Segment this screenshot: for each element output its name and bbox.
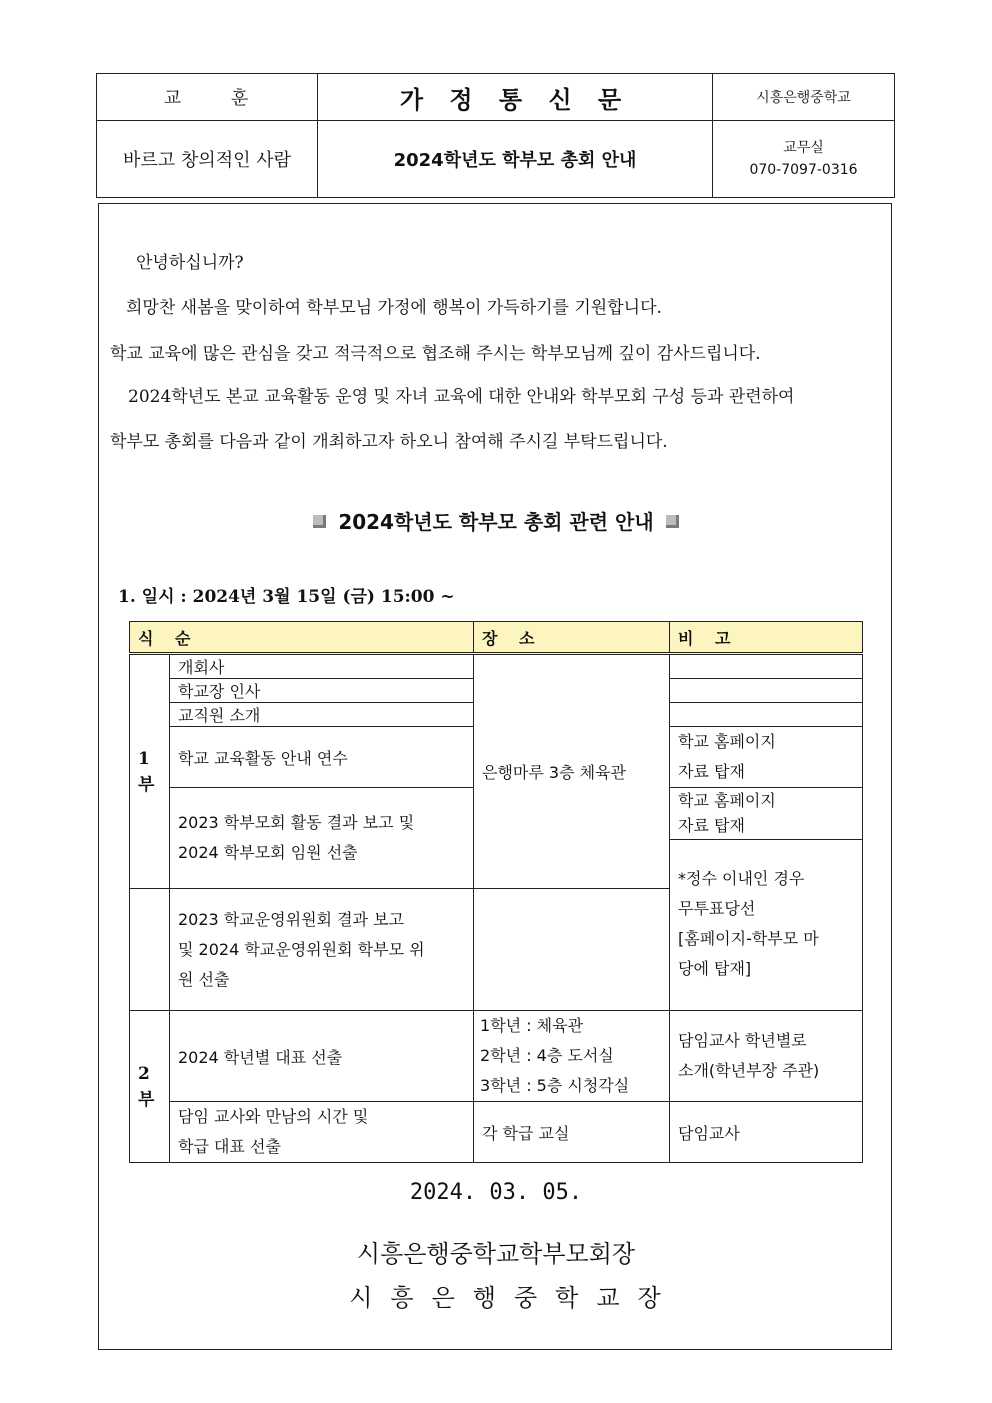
- document-subject: 2024학년도 학부모 총회 안내: [318, 121, 713, 198]
- part-1-label: 1 부: [130, 654, 170, 889]
- place-cell: 1학년 : 체육관 2학년 : 4층 도서실 3학년 : 5층 시청각실: [474, 1011, 670, 1102]
- note-cell: [670, 679, 863, 703]
- office-phone: 070-7097-0316: [749, 162, 858, 179]
- square-bullet-icon: [313, 515, 326, 528]
- agenda-item: 학교장 인사: [170, 679, 474, 703]
- note-cell: *정수 이내인 경우 무투표당선 [홈페이지-학부모 마 당에 탑재]: [670, 840, 863, 1011]
- note-cell: 학교 홈페이지 자료 탑재: [670, 788, 863, 840]
- agenda-item: 2023 학부모회 활동 결과 보고 및 2024 학부모회 임원 선출: [170, 788, 474, 889]
- table-row: [130, 1011, 863, 1102]
- agenda-item: 개회사: [170, 654, 474, 679]
- col-header-place: 장 소: [474, 622, 670, 654]
- note-cell: 담임교사 학년별로 소개(학년부장 주관): [670, 1011, 863, 1102]
- agenda-item: 담임 교사와 만남의 시간 및 학급 대표 선출: [170, 1102, 474, 1163]
- section-title-text: 2024학년도 학부모 총회 관련 안내: [338, 510, 654, 534]
- note-cell: 담임교사: [670, 1102, 863, 1163]
- place-part-1: 은행마루 3층 체육관: [474, 654, 670, 889]
- agenda-item: 교직원 소개: [170, 703, 474, 727]
- schedule-table: [129, 621, 863, 1163]
- col-header-note: 비 고: [670, 622, 863, 654]
- document-title: 가 정 통 신 문: [318, 74, 713, 121]
- motto-label: 교 훈: [97, 74, 318, 121]
- square-bullet-icon: [666, 515, 679, 528]
- office-name: 교무실: [783, 140, 824, 157]
- issue-date: 2024. 03. 05.: [409, 1180, 583, 1205]
- body-line-4: 학부모 총회를 다음과 같이 개최하고자 하오니 참여해 주시길 부탁드립니다.: [110, 432, 668, 452]
- note-cell: [670, 703, 863, 727]
- header-table: [96, 73, 895, 198]
- section-title: [0, 506, 992, 535]
- table-row: [130, 654, 863, 679]
- signature-pta-president: 시흥은행중학교학부모회장: [356, 1240, 636, 1268]
- place-cell: 각 학급 교실: [474, 1102, 670, 1163]
- body-line-1: 희망찬 새봄을 맞이하여 학부모님 가정에 행복이 가득하기를 기원합니다.: [126, 298, 662, 318]
- greeting: 안녕하십니까?: [136, 253, 244, 273]
- part-2-label: 2 부: [130, 1011, 170, 1163]
- agenda-item: 2024 학년별 대표 선출: [170, 1011, 474, 1102]
- body-line-2: 학교 교육에 많은 관심을 갖고 적극적으로 협조해 주시는 학부모님께 깊이 감사드립니다.: [110, 344, 761, 364]
- body-line-3: 2024학년도 본교 교육활동 운영 및 자녀 교육에 대한 안내와 학부모회 구성 등과 관련하여: [128, 387, 795, 407]
- agenda-item: 2023 학교운영위원회 결과 보고 및 2024 학교운영위원회 학부모 위 원 선출: [170, 889, 474, 1011]
- agenda-item: 학교 교육활동 안내 연수: [170, 727, 474, 788]
- note-cell: [670, 654, 863, 679]
- table-row: [130, 1102, 863, 1163]
- contact-cell: [713, 121, 895, 198]
- signature-principal: 시흥은행중학교장: [349, 1284, 679, 1312]
- school-motto: 바르고 창의적인 사람: [97, 121, 318, 198]
- col-header-order: 식 순: [130, 622, 474, 654]
- school-name: 시흥은행중학교: [713, 74, 895, 121]
- note-cell: 학교 홈페이지 자료 탑재: [670, 727, 863, 788]
- schedule-datetime: 1. 일시 : 2024년 3월 15일 (금) 15:00 ~: [118, 587, 455, 607]
